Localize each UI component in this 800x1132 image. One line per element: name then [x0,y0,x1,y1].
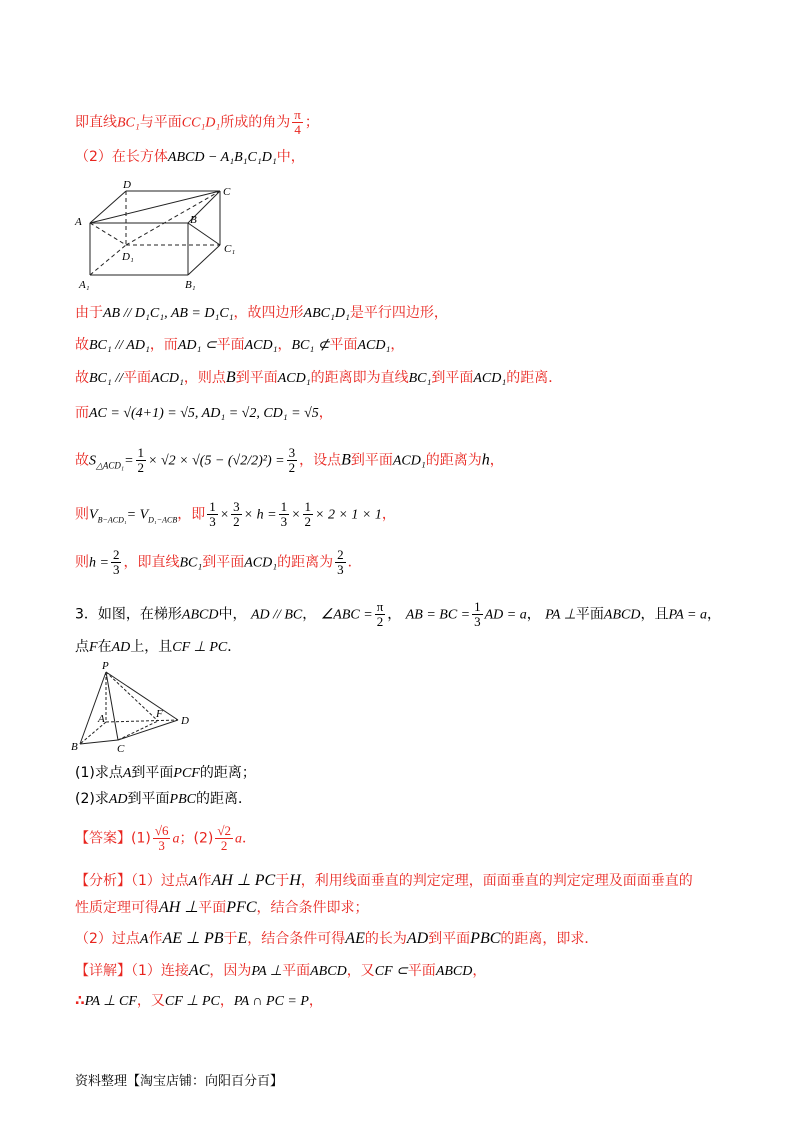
label-P: P [102,660,109,672]
math: BC₁ [117,115,140,131]
text: 即直线 [75,114,117,131]
analysis-line-1: 【分析】（1）过点A作AH ⊥ PC于H，利用线面垂直的判定定理，面面垂直的判定定理及面面垂直的 [75,872,693,889]
detail-tag: 【详解】 [75,963,131,979]
analysis-line-3: （2）过点A作AE ⊥ PB于E，结合条件可得AE的长为AD到平面PBC的距离，即求． [75,930,599,947]
line-lengths: 而AC = √(4+1) = √5, AD₁ = √2, CD₁ = √5， [75,405,333,421]
label-D1: D₁ [122,251,134,263]
detail-line-1: 【详解】（1）连接AC，因为PA ⊥平面ABCD，又CF ⊂平面ABCD， [75,962,487,979]
math: CC₁D₁ [181,115,221,131]
answer-tag: 【答案】 [75,830,131,847]
math: ABCD − A₁B₁C₁D₁ [167,150,277,165]
label-B: B [71,741,78,753]
label-C1: C₁ [224,243,236,255]
label-A: A [75,216,82,228]
line-area: 故$S_{\triangle ACD_1}=$ $\frac{1}{2}$ × √2 × √(5 − (√2/2)²) = $\frac{3}{2}$ ，设点B到平面ACD₁的距离为h， [75,445,504,475]
question-3: 3．如图，在梯形ABCD中， AD // BC， ∠ABC = $\frac{\pi}{2}$ ， AB = BC = $\frac{1}{3}$ AD = a， PA ⊥平面ABCD，且PA = a， [75,599,721,629]
label-F: F [156,708,163,720]
label-C: C [223,186,231,198]
cuboid-figure [70,180,250,290]
label-D: D [123,180,131,191]
label-D: D [181,715,189,727]
detail-line-2: ∴PA ⊥ CF，又CF ⊥ PC，PA ∩ PC = P， [75,993,323,1009]
analysis-tag: 【分析】 [75,873,131,889]
label-C: C [117,743,125,755]
analysis-line-2: 性质定理可得AH ⊥平面PFC，结合条件即求； [75,899,369,916]
line-volume: 则$V_{B-ACD_1}= V_{D_1-ACB}$，即 $\frac{1}{3}$ × $\frac{3}{2}$ × h = $\frac{1}{3}$ × $\frac{1}{2}$ × 2 × 1 × 1， [75,499,396,529]
line-parallelogram: 由于AB // D₁C₁, AB = D₁C₁，故四边形ABC₁D₁是平行四边形， [75,305,448,321]
answer-line: 【答案】(1) $\frac{√6}{3}$ a；(2) $\frac{√2}{2}$ a． [75,823,256,853]
line-result-h: 则h = $\frac{2}{3}$ ，即直线BC₁到平面ACD₁的距离为 $\frac{2}{3}$ ． [75,547,362,577]
line-angle-result [75,108,319,137]
text: 与平面 [139,114,182,131]
label-B: B [190,214,197,226]
line-part2-intro: （2）在长方体ABCD − A₁B₁C₁D₁中， [75,149,305,165]
label-B1: B₁ [185,279,196,290]
sub-question-2: (2)求AD到平面PBC的距离． [75,791,252,807]
fraction: $\frac{\pi}{4}$ [294,107,301,137]
line-distance-equivalence: 故BC₁ //平面ACD₁，则点B到平面ACD₁的距离即为直线BC₁到平面ACD₁的距离． [75,369,563,386]
question-3-cont: 点F在AD上，且CF ⊥ PC． [75,639,242,655]
line-bc1-parallel: 故BC₁ // AD₁，而AD₁ ⊂平面ACD₁，BC₁ ⊄平面ACD₁， [75,337,405,353]
footer-source: 资料整理【淘宝店铺：向阳百分百】 [75,1074,284,1089]
text: ； [304,114,319,131]
label-A: A [98,713,105,725]
text: 所成的角为 [220,114,291,131]
sub-question-1: (1)求点A到平面PCF的距离； [75,765,256,781]
label-A1: A₁ [79,279,90,290]
pyramid-figure [70,660,200,755]
